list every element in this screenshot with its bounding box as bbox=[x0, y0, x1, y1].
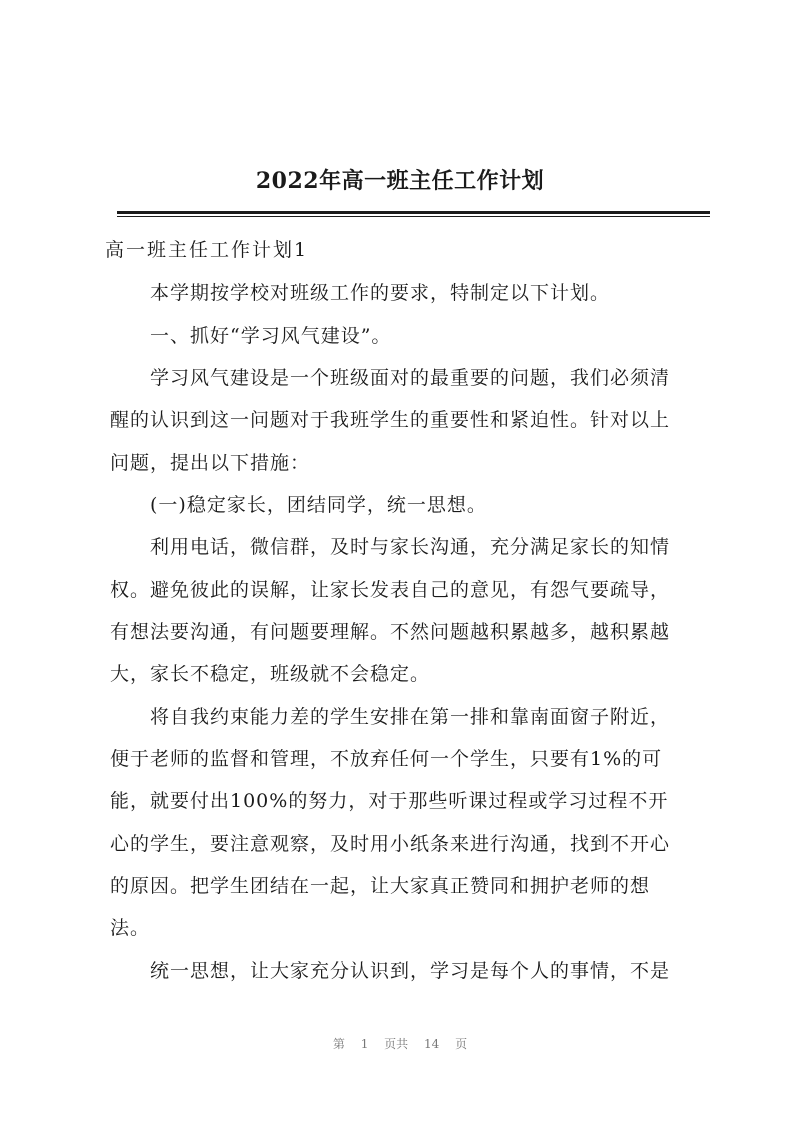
paragraph-line: 有想法要沟通，有问题要理解。不然问题越积累越多，越积累越 bbox=[110, 621, 671, 643]
paragraph-line: 利用电话，微信群，及时与家长沟通，充分满足家长的知情 bbox=[150, 536, 671, 558]
footer-suffix: 页 bbox=[455, 1037, 468, 1051]
page-footer bbox=[0, 1035, 800, 1052]
title-rule-thin bbox=[117, 216, 710, 217]
paragraph-line: 心的学生，要注意观察，及时用小纸条来进行沟通，找到不开心 bbox=[110, 833, 671, 855]
paragraph-line: (一)稳定家长，团结同学，统一思想。 bbox=[150, 494, 487, 516]
footer-current-page: 1 bbox=[360, 1037, 369, 1051]
footer-prefix: 第 bbox=[332, 1037, 345, 1051]
paragraph-line: 能，就要付出100%的努力，对于那些听课过程或学习过程不开 bbox=[110, 790, 669, 812]
footer-middle: 页共 bbox=[384, 1037, 409, 1051]
paragraph-line: 本学期按学校对班级工作的要求，特制定以下计划。 bbox=[150, 282, 611, 304]
paragraph-line: 大，家长不稳定，班级就不会稳定。 bbox=[110, 663, 431, 685]
paragraph-line: 的原因。把学生团结在一起，让大家真正赞同和拥护老师的想 bbox=[110, 875, 651, 897]
paragraph-line: 醒的认识到这一问题对于我班学生的重要性和紧迫性。针对以上 bbox=[110, 409, 671, 431]
paragraph-line: 法。 bbox=[110, 917, 151, 939]
paragraph-line: 一、抓好“学习风气建设”。 bbox=[150, 325, 392, 347]
paragraph-line: 将自我约束能力差的学生安排在第一排和靠南面窗子附近， bbox=[150, 706, 671, 728]
paragraph-line: 学习风气建设是一个班级面对的最重要的问题，我们必须清 bbox=[150, 367, 671, 389]
paragraph-line: 问题，提出以下措施： bbox=[110, 452, 311, 474]
document-title: 2022年高一班主任工作计划 bbox=[255, 168, 545, 194]
paragraph-line: 权。避免彼此的误解，让家长发表自己的意见，有怨气要疏导， bbox=[110, 579, 671, 601]
paragraph-line: 统一思想，让大家充分认识到，学习是每个人的事情，不是 bbox=[150, 960, 671, 982]
section-heading: 高一班主任工作计划1 bbox=[105, 239, 309, 261]
title-rule-thick bbox=[117, 211, 710, 214]
paragraph-line: 便于老师的监督和管理，不放弃任何一个学生，只要有1%的可 bbox=[110, 748, 663, 770]
footer-total-pages: 14 bbox=[424, 1037, 440, 1051]
